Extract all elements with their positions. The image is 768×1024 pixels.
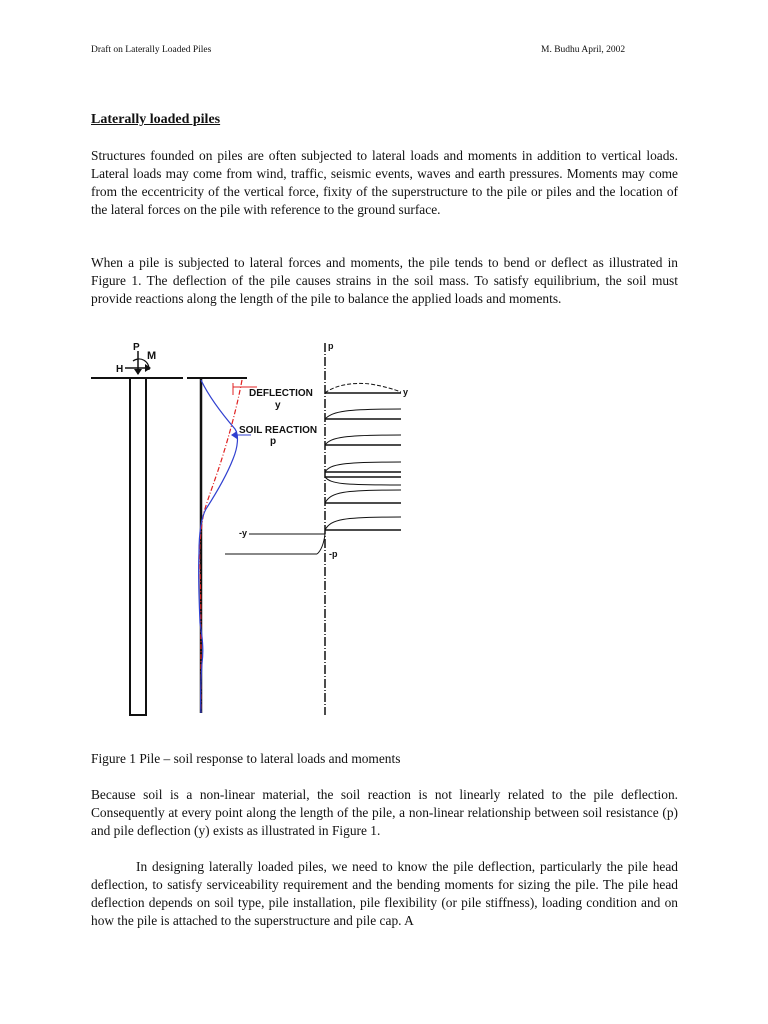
- paragraph-4: In designing laterally loaded piles, we need to know the pile deflection, particularly the pile head deflection, to satisfy serviceability requirement and the bending moments for sizing the pile. The pile head deflection depends on soil type, pile installation, pile flexibility (or pile stiffness), loading condition and on how the pile is attached to the superstructure and pile cap. A: [91, 859, 678, 928]
- label-neg-p: -p: [329, 549, 338, 559]
- label-soil-reaction-p: p: [270, 436, 277, 447]
- paragraph-3: Because soil is a non-linear material, the soil reaction is not linearly related to the pile deflection. Consequently at every point along the length of the pile, a non-linear relationship between soil resistance (p) and pile deflection (y) exists as illustrated in Figure 1.: [91, 787, 678, 838]
- label-soil-reaction: SOIL REACTION: [239, 425, 318, 436]
- py-curve-1: [325, 383, 401, 393]
- section-title: Laterally loaded piles: [91, 112, 221, 127]
- py-curve-3: [325, 435, 401, 445]
- label-H: H: [116, 364, 124, 375]
- py-curve-7: [325, 517, 401, 530]
- paragraph-1: Structures founded on piles are often subjected to lateral loads and moments in addition to vertical loads. Lateral loads may come from wind, traffic, seismic events, waves and earth pressures. Moments may come from the eccentricity of the vertical force, fixity of the superstructure to the pile or piles and the location of the lateral forces on the pile with reference to the ground surface.: [91, 148, 678, 217]
- figure-caption: Figure 1 Pile – soil response to lateral loads and moments: [91, 751, 401, 766]
- py-neg-curve: [317, 534, 325, 554]
- paragraph-2: When a pile is subjected to lateral forces and moments, the pile tends to bend or deflect as illustrated in Figure 1. The deflection of the pile causes strains in the soil mass. To satisfy equilibrium, the soil must provide reactions along the length of the pile to balance the applied loads and moments.: [91, 255, 678, 306]
- pile-left: [130, 378, 146, 715]
- py-curve-2: [325, 409, 401, 419]
- py-curve-4: [325, 462, 401, 472]
- soil-reaction-curve: [199, 380, 238, 713]
- label-neg-y: -y: [239, 528, 248, 538]
- label-axis-p: p: [328, 341, 334, 351]
- figure-1-pile-soil-response: [85, 337, 415, 722]
- running-header-author-date: M. Budhu April, 2002: [541, 45, 626, 55]
- label-axis-y: y: [403, 387, 409, 397]
- label-P: P: [133, 342, 140, 353]
- py-curve-6: [325, 490, 401, 503]
- label-deflection: DEFLECTION: [249, 388, 313, 399]
- label-deflection-y: y: [275, 400, 281, 411]
- py-curve-5: [325, 477, 401, 485]
- label-M: M: [147, 350, 157, 362]
- running-header-title: Draft on Laterally Loaded Piles: [91, 45, 212, 55]
